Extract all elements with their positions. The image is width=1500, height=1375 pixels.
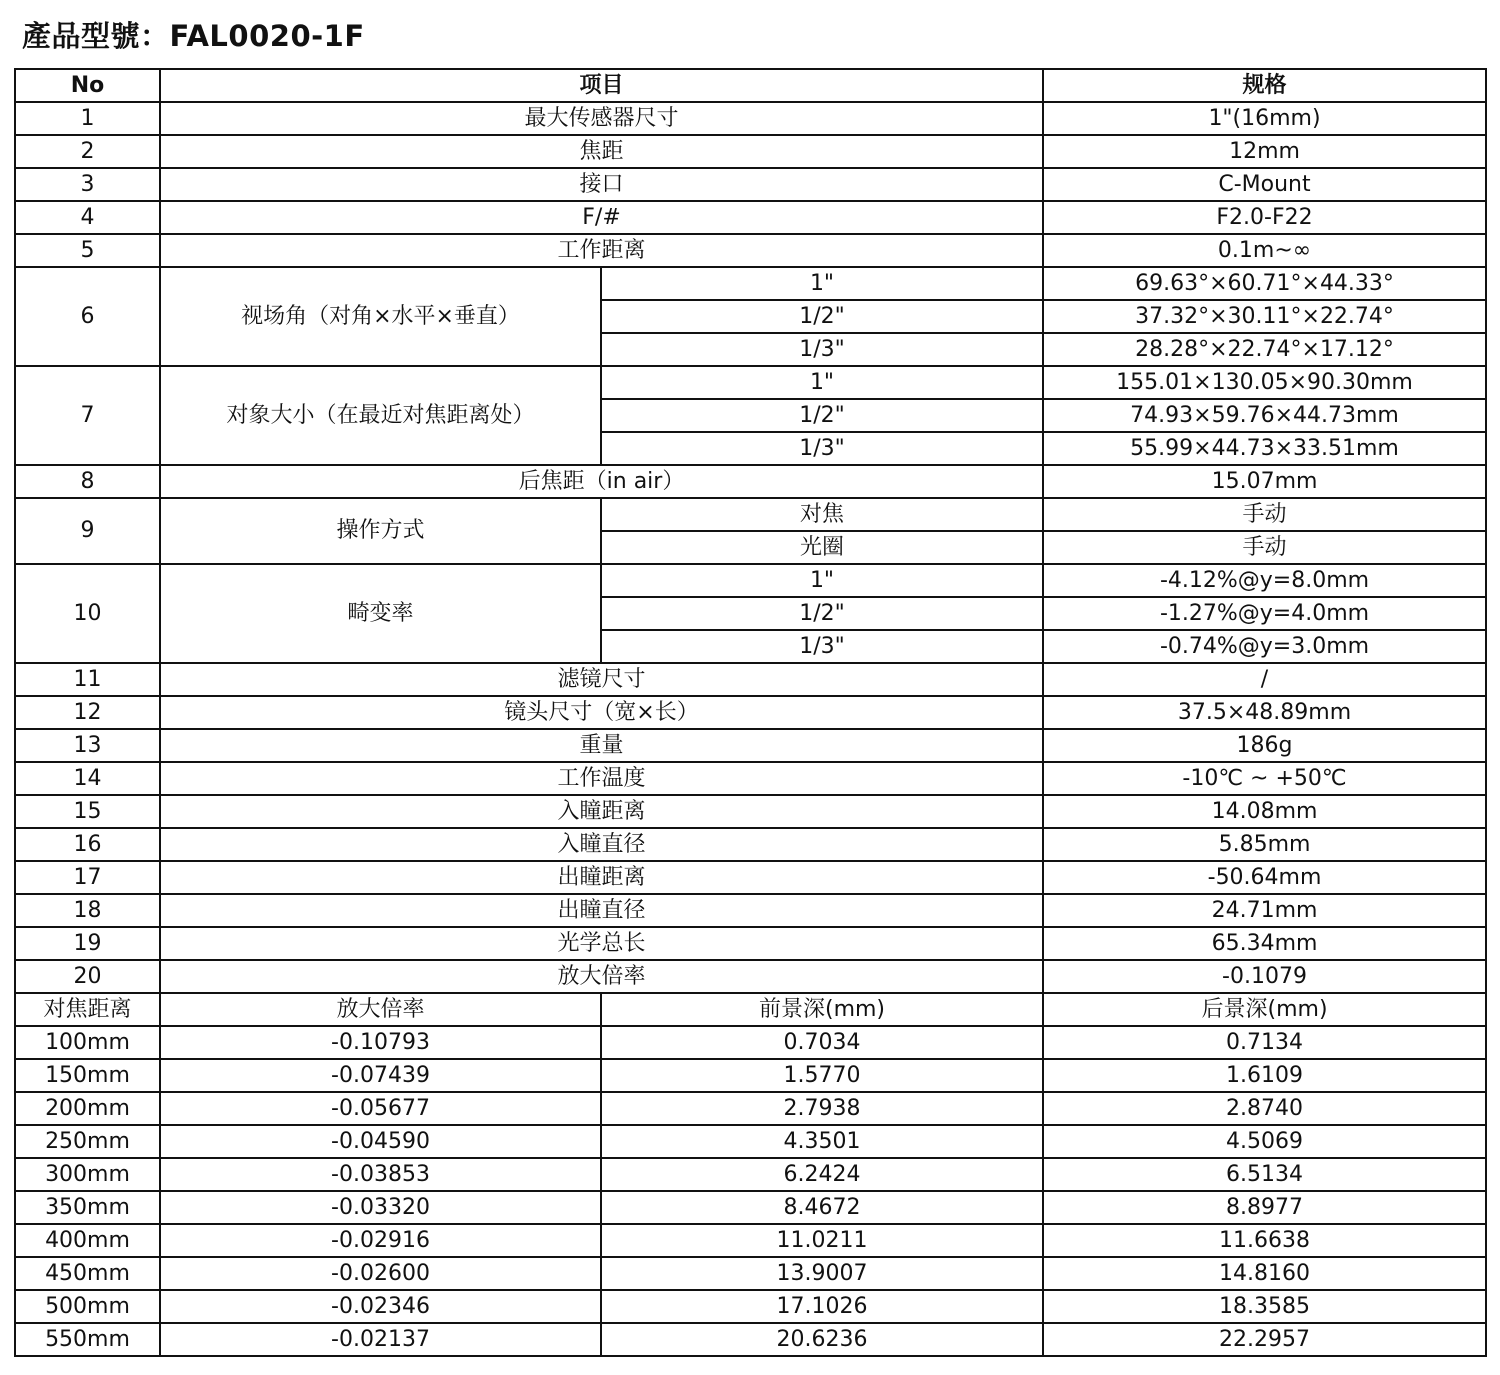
- rear-dof: 14.8160: [1043, 1257, 1486, 1290]
- front-dof: 0.7034: [601, 1026, 1043, 1059]
- row-value: -0.74%@y=3.0mm: [1043, 630, 1486, 663]
- row-item: 出瞳直径: [160, 894, 1043, 927]
- row-item: 工作距离: [160, 234, 1043, 267]
- row-value: 74.93×59.76×44.73mm: [1043, 399, 1486, 432]
- row-subitem: 1/2": [601, 597, 1043, 630]
- row-number: 20: [15, 960, 160, 993]
- front-dof: 8.4672: [601, 1191, 1043, 1224]
- focus-distance: 150mm: [15, 1059, 160, 1092]
- row-value: -1.27%@y=4.0mm: [1043, 597, 1486, 630]
- row-item: 入瞳距离: [160, 795, 1043, 828]
- table-row: [15, 234, 1486, 267]
- row-item: 接口: [160, 168, 1043, 201]
- focus-row: [15, 1257, 1486, 1290]
- row-number: 14: [15, 762, 160, 795]
- focus-row: [15, 1059, 1486, 1092]
- row-number: 4: [15, 201, 160, 234]
- focus-distance: 550mm: [15, 1323, 160, 1356]
- row-item: 出瞳距离: [160, 861, 1043, 894]
- table-row: [15, 201, 1486, 234]
- magnification: -0.02137: [160, 1323, 601, 1356]
- row-value: C-Mount: [1043, 168, 1486, 201]
- magnification: -0.03320: [160, 1191, 601, 1224]
- row-number: 2: [15, 135, 160, 168]
- rear-dof: 8.8977: [1043, 1191, 1486, 1224]
- focus-distance: 400mm: [15, 1224, 160, 1257]
- magnification: -0.02916: [160, 1224, 601, 1257]
- magnification: -0.02600: [160, 1257, 601, 1290]
- row-number: 15: [15, 795, 160, 828]
- focus-row: [15, 1290, 1486, 1323]
- row-value: 手动: [1043, 531, 1486, 564]
- row-value: 1"(16mm): [1043, 102, 1486, 135]
- row-item: 对象大小（在最近对焦距离处）: [160, 366, 601, 465]
- focus-distance: 300mm: [15, 1158, 160, 1191]
- row-value: 186g: [1043, 729, 1486, 762]
- row-item: 放大倍率: [160, 960, 1043, 993]
- magnification: -0.10793: [160, 1026, 601, 1059]
- row-subitem: 1/3": [601, 630, 1043, 663]
- row-number: 11: [15, 663, 160, 696]
- header-no: No: [15, 69, 160, 102]
- table-row: [15, 729, 1486, 762]
- row-subitem: 1/2": [601, 399, 1043, 432]
- row-number: 7: [15, 366, 160, 465]
- magnification: -0.03853: [160, 1158, 601, 1191]
- focus-row: [15, 1191, 1486, 1224]
- table-row: [15, 102, 1486, 135]
- row-value: 0.1m~∞: [1043, 234, 1486, 267]
- rear-dof: 2.8740: [1043, 1092, 1486, 1125]
- table-row: [15, 861, 1486, 894]
- row-subitem: 1": [601, 564, 1043, 597]
- row-subitem: 对焦: [601, 498, 1043, 531]
- front-dof: 13.9007: [601, 1257, 1043, 1290]
- table-row: [15, 135, 1486, 168]
- table-row: [15, 960, 1486, 993]
- row-value: 37.32°×30.11°×22.74°: [1043, 300, 1486, 333]
- spec-table: [14, 68, 1487, 1357]
- rear-dof: 6.5134: [1043, 1158, 1486, 1191]
- table-row: [15, 465, 1486, 498]
- magnification: -0.07439: [160, 1059, 601, 1092]
- header-item: 项目: [160, 69, 1043, 102]
- row-value: -0.1079: [1043, 960, 1486, 993]
- rear-dof-header: 后景深(mm): [1043, 993, 1486, 1026]
- row-value: /: [1043, 663, 1486, 696]
- focus-row: [15, 1026, 1486, 1059]
- table-row: [15, 894, 1486, 927]
- rear-dof: 0.7134: [1043, 1026, 1486, 1059]
- row-item: 畸变率: [160, 564, 601, 663]
- row-number: 13: [15, 729, 160, 762]
- focus-distance: 500mm: [15, 1290, 160, 1323]
- row-item: F/#: [160, 201, 1043, 234]
- page-title: 產品型號：FAL0020-1F: [22, 19, 365, 53]
- rear-dof: 4.5069: [1043, 1125, 1486, 1158]
- row-value: 69.63°×60.71°×44.33°: [1043, 267, 1486, 300]
- row-value: -4.12%@y=8.0mm: [1043, 564, 1486, 597]
- front-dof: 1.5770: [601, 1059, 1043, 1092]
- row-number: 9: [15, 498, 160, 564]
- row-number: 3: [15, 168, 160, 201]
- front-dof: 20.6236: [601, 1323, 1043, 1356]
- row-value: 155.01×130.05×90.30mm: [1043, 366, 1486, 399]
- row-value: -10℃ ~ +50℃: [1043, 762, 1486, 795]
- table-row: [15, 762, 1486, 795]
- row-number: 8: [15, 465, 160, 498]
- focus-distance: 200mm: [15, 1092, 160, 1125]
- row-subitem: 1": [601, 267, 1043, 300]
- row-value: 65.34mm: [1043, 927, 1486, 960]
- rear-dof: 1.6109: [1043, 1059, 1486, 1092]
- rear-dof: 22.2957: [1043, 1323, 1486, 1356]
- focus-row: [15, 1224, 1486, 1257]
- table-row: [15, 927, 1486, 960]
- row-item: 视场角（对角×水平×垂直）: [160, 267, 601, 366]
- row-value: 28.28°×22.74°×17.12°: [1043, 333, 1486, 366]
- focus-distance: 450mm: [15, 1257, 160, 1290]
- focus-header-row: [15, 993, 1486, 1026]
- magnification: -0.02346: [160, 1290, 601, 1323]
- table-header-row: [15, 69, 1486, 102]
- row-item: 滤镜尺寸: [160, 663, 1043, 696]
- magnification: -0.04590: [160, 1125, 601, 1158]
- row-item: 镜头尺寸（宽×长）: [160, 696, 1043, 729]
- row-number: 10: [15, 564, 160, 663]
- front-dof: 11.0211: [601, 1224, 1043, 1257]
- focus-distance: 250mm: [15, 1125, 160, 1158]
- focus-row: [15, 1092, 1486, 1125]
- row-value: 15.07mm: [1043, 465, 1486, 498]
- front-dof: 4.3501: [601, 1125, 1043, 1158]
- row-subitem: 1/2": [601, 300, 1043, 333]
- row-item: 入瞳直径: [160, 828, 1043, 861]
- row-number: 17: [15, 861, 160, 894]
- row-item: 光学总长: [160, 927, 1043, 960]
- table-row: [15, 366, 1486, 399]
- row-subitem: 1/3": [601, 432, 1043, 465]
- row-value: 37.5×48.89mm: [1043, 696, 1486, 729]
- focus-row: [15, 1158, 1486, 1191]
- table-row: [15, 564, 1486, 597]
- table-row: [15, 498, 1486, 531]
- row-number: 16: [15, 828, 160, 861]
- row-value: 12mm: [1043, 135, 1486, 168]
- focus-distance-header: 对焦距离: [15, 993, 160, 1026]
- magnification: -0.05677: [160, 1092, 601, 1125]
- row-number: 12: [15, 696, 160, 729]
- row-subitem: 1": [601, 366, 1043, 399]
- table-row: [15, 795, 1486, 828]
- table-row: [15, 828, 1486, 861]
- front-dof: 6.2424: [601, 1158, 1043, 1191]
- row-number: 6: [15, 267, 160, 366]
- row-item: 工作温度: [160, 762, 1043, 795]
- rear-dof: 18.3585: [1043, 1290, 1486, 1323]
- row-item: 后焦距（in air）: [160, 465, 1043, 498]
- header-spec: 规格: [1043, 69, 1486, 102]
- table-row: [15, 663, 1486, 696]
- row-item: 最大传感器尺寸: [160, 102, 1043, 135]
- row-value: 55.99×44.73×33.51mm: [1043, 432, 1486, 465]
- focus-row: [15, 1125, 1486, 1158]
- row-subitem: 光圈: [601, 531, 1043, 564]
- row-subitem: 1/3": [601, 333, 1043, 366]
- row-number: 1: [15, 102, 160, 135]
- front-dof: 17.1026: [601, 1290, 1043, 1323]
- rear-dof: 11.6638: [1043, 1224, 1486, 1257]
- row-number: 19: [15, 927, 160, 960]
- row-value: 24.71mm: [1043, 894, 1486, 927]
- front-dof: 2.7938: [601, 1092, 1043, 1125]
- row-value: 14.08mm: [1043, 795, 1486, 828]
- row-number: 5: [15, 234, 160, 267]
- row-value: F2.0-F22: [1043, 201, 1486, 234]
- row-item: 操作方式: [160, 498, 601, 564]
- row-value: 手动: [1043, 498, 1486, 531]
- table-row: [15, 267, 1486, 300]
- row-item: 焦距: [160, 135, 1043, 168]
- focus-row: [15, 1323, 1486, 1356]
- table-row: [15, 168, 1486, 201]
- focus-distance: 350mm: [15, 1191, 160, 1224]
- row-number: 18: [15, 894, 160, 927]
- front-dof-header: 前景深(mm): [601, 993, 1043, 1026]
- row-item: 重量: [160, 729, 1043, 762]
- table-row: [15, 696, 1486, 729]
- magnification-header: 放大倍率: [160, 993, 601, 1026]
- row-value: 5.85mm: [1043, 828, 1486, 861]
- row-value: -50.64mm: [1043, 861, 1486, 894]
- focus-distance: 100mm: [15, 1026, 160, 1059]
